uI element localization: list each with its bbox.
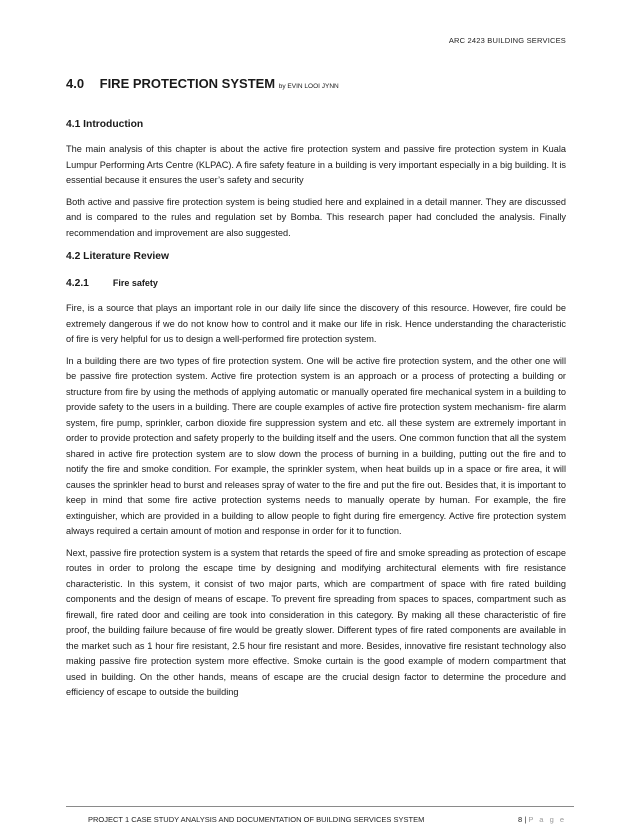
footer-page-indicator xyxy=(518,815,566,824)
fire-safety-heading xyxy=(66,278,566,289)
footer-divider xyxy=(66,806,574,807)
fire-safety-title: Fire safety xyxy=(112,278,158,288)
page-content xyxy=(66,76,566,707)
introduction-paragraph-1: The main analysis of this chapter is about the active fire protection system and passive fire protection system in Kuala Lumpur Performing Arts Centre (KLPAC). A fire safety feature in a building is very important especially in a big building. It is essential because it ensures the user’s safety and security xyxy=(66,144,566,185)
fire-safety-paragraph-1: Fire, is a source that plays an important role in our daily life since the discovery of this resource. However, fire could be extremely dangerous if we do not know how to control and it make our life in risk. Hence understanding the characteristic of fire is very helpful for us to design a well-performed fire protection system. xyxy=(66,303,566,344)
footer-page-word: P a g e xyxy=(528,815,566,824)
chapter-heading xyxy=(66,76,566,91)
introduction-paragraph-2: Both active and passive fire protection system is being studied here and explained in a detail manner. They are discussed and is compared to the rules and regulation set by Bomba. This research paper had concluded the analysis. Finally recommendation and improvement are also suggested. xyxy=(66,196,566,238)
chapter-title: FIRE PROTECTION SYSTEM xyxy=(99,76,276,91)
introduction-heading: 4.1 Introduction xyxy=(66,119,144,130)
chapter-number: 4.0 xyxy=(66,76,85,91)
footer-project-title: PROJECT 1 CASE STUDY ANALYSIS AND DOCUMENTATION OF BUILDING SERVICES SYSTEM xyxy=(88,815,425,824)
fire-safety-paragraph-3: Next, passive fire protection system is a system that retards the speed of fire and smoke spreading as protection of escape routes in order to prolong the escape time by designing and modifying architectural elements with fire resistance characteristic. In this system, it consist of two major parts, which are compartment of space with fire rated building components and the design of means of escape. To prevent fire spreading from spaces to spaces, compartment such as firewall, fire rated door and ceiling are took into consideration in this category. By making all these characteristic of fire proof, the building failure because of fire would be greatly slower. Different types of fire rated components are available in the market such as 1 hour fire resistant, 2.5 hour fire resistant and more. Besides, innovative fire resistant technology also making passive fire protection system more effective. Smoke curtain is the good example of modern compartment that used in building. On the other hands, means of escape are the crucial design factor to determine the procedure and efficiency of escape to outside the building xyxy=(66,547,566,697)
footer-separator: | xyxy=(524,815,527,824)
fire-safety-number: 4.2.1 xyxy=(66,278,89,289)
fire-safety-paragraph-2: In a building there are two types of fire protection system. One will be active fire protection system, and the other one will be passive fire protection system. Active fire protection system is an approach or a process of protecting a building or structure from fire by using the methods of applying automatic or manually operated fire mechanical system in a building to provide safety to the users in a building. There are couple examples of active fire protection system mechanism- fire alarm system, fire pump, sprinkler, carbon dioxide fire suppression system and etc. all these system are extremely important in order to provide protection and safety properly to the building itself and the users. One common function that all the system shared in active fire protection system are to slow down the process of burning in a building, putting out the fire and to notify the fire and smoke condition. For example, the sprinkler system, when heat builds up in a space or fire area, it will causes the sprinkler head to burst and releases spray of water to the fire and put the fire out. Besides that, it is important to keep in mind that some fire active protection systems needs to manually operate by human. For example, the fire extinguisher, which are provided in a building to allow people to fight during fire emergency. Active fire protection system always required a certain amount of motion and response in order for it to function. xyxy=(66,355,566,536)
running-header: ARC 2423 BUILDING SERVICES xyxy=(448,36,566,45)
chapter-author: by EVIN LOOI JYNN xyxy=(278,83,339,90)
footer-page-number: 8 xyxy=(518,815,523,824)
literature-review-heading: 4.2 Literature Review xyxy=(66,251,170,262)
